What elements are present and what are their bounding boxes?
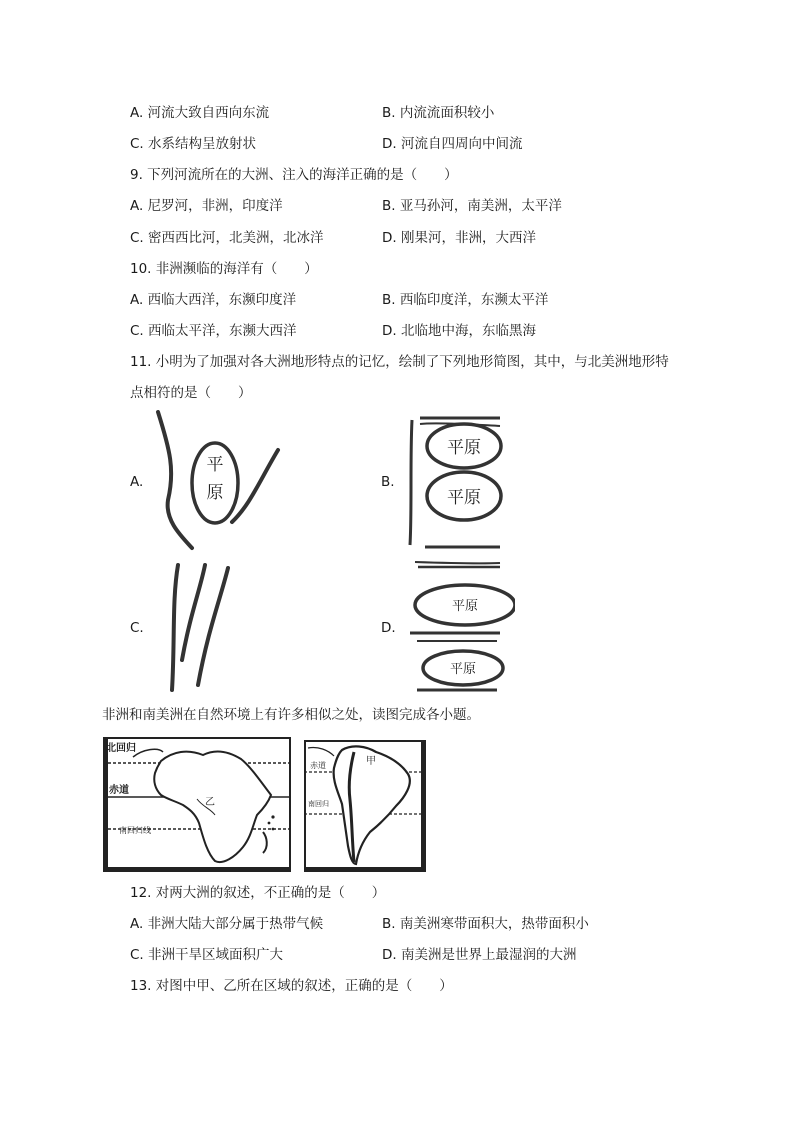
q11-label-c: C. xyxy=(130,620,144,636)
q9-option-b: B. 亚马孙河，南美洲，太平洋 xyxy=(382,198,562,214)
q11-figure-c xyxy=(160,560,240,695)
q12-option-c: C. 非洲干旱区域面积广大 xyxy=(130,947,284,963)
q13-stem: 13. 对图中甲、乙所在区域的叙述，正确的是（ ） xyxy=(130,978,453,994)
q10-option-b: B. 西临印度洋，东濒太平洋 xyxy=(382,292,549,308)
figure-a-label-2: 原 xyxy=(206,483,224,503)
q10-stem: 10. 非洲濒临的海洋有（ ） xyxy=(130,261,318,277)
africa-label-south-tropic: 南回归线 xyxy=(119,826,151,835)
figure-d-label-2: 平原 xyxy=(449,662,477,677)
africa-label-north-tropic: 北回归 xyxy=(106,743,136,754)
q8-option-a: A. 河流大致自西向东流 xyxy=(130,105,270,121)
sa-label-equator: 赤道 xyxy=(310,761,326,770)
q12-option-a: A. 非洲大陆大部分属于热带气候 xyxy=(130,916,324,932)
q10-option-c: C. 西临太平洋，东濒大西洋 xyxy=(130,323,297,339)
q9-option-c: C. 密西西比河，北美洲，北冰洋 xyxy=(130,230,324,246)
q11-figure-d xyxy=(405,558,515,698)
q10-option-a: A. 西临大西洋，东濒印度洋 xyxy=(130,292,297,308)
passage-text: 非洲和南美洲在自然环境上有许多相似之处，读图完成各小题。 xyxy=(102,707,480,723)
q12-option-d: D. 南美洲是世界上最湿润的大洲 xyxy=(382,947,577,963)
q11-label-b: B. xyxy=(381,474,395,490)
sa-mark: 甲 xyxy=(366,756,376,767)
q8-option-c: C. 水系结构呈放射状 xyxy=(130,136,257,152)
figure-a-label-1: 平 xyxy=(206,455,224,475)
q9-option-d: D. 刚果河，非洲，大西洋 xyxy=(382,230,536,246)
africa-label-equator: 赤道 xyxy=(109,785,129,796)
q9-stem: 9. 下列河流所在的大洲、注入的海洋正确的是（ ） xyxy=(130,167,458,183)
q8-option-d: D. 河流自四周向中间流 xyxy=(382,136,523,152)
q8-option-b: B. 内流流面积较小 xyxy=(382,105,495,121)
figure-b-label-2: 平原 xyxy=(447,488,481,508)
sa-label-south-tropic: 南回归 xyxy=(308,800,329,808)
q11-label-a: A. xyxy=(130,474,144,490)
q9-option-a: A. 尼罗河，非洲，印度洋 xyxy=(130,198,283,214)
africa-map xyxy=(103,737,291,872)
q10-option-d: D. 北临地中海，东临黑海 xyxy=(382,323,536,339)
q11-stem-line1: 11. 小明为了加强对各大洲地形特点的记忆，绘制了下列地形简图，其中，与北美洲地形特 xyxy=(130,354,669,370)
south-america-map xyxy=(304,740,426,872)
q11-figure-b xyxy=(400,410,510,575)
q11-label-d: D. xyxy=(381,620,396,636)
q11-figure-a xyxy=(150,410,290,555)
q12-stem: 12. 对两大洲的叙述，不正确的是（ ） xyxy=(130,885,386,901)
figure-d-label-1: 平原 xyxy=(451,599,479,614)
q11-stem-line2: 点相符的是（ ） xyxy=(130,385,252,401)
africa-mark: 乙 xyxy=(205,797,215,808)
q12-option-b: B. 南美洲寒带面积大，热带面积小 xyxy=(382,916,589,932)
figure-b-label-1: 平原 xyxy=(447,438,481,458)
